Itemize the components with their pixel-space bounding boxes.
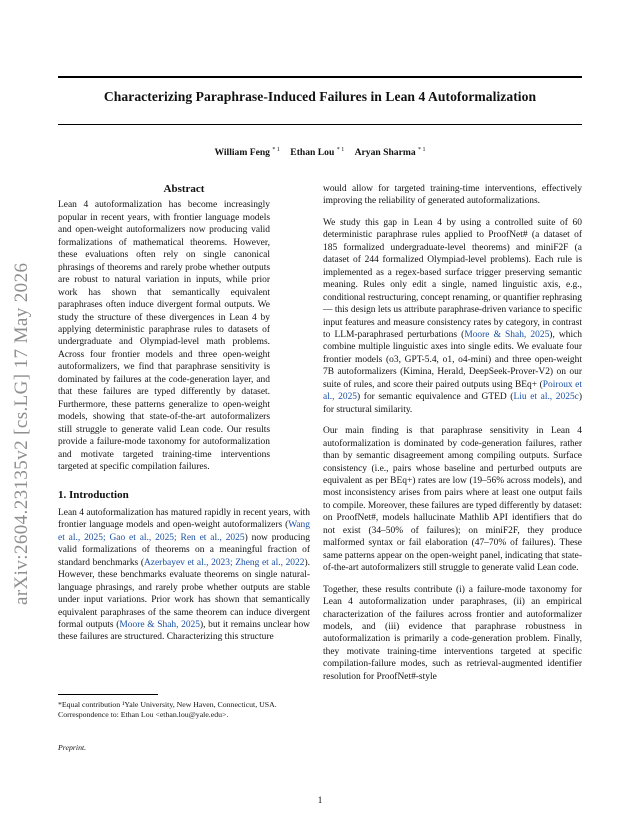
citation-link[interactable]: Poiroux et al., 2025 (323, 379, 582, 403)
author-3: Aryan Sharma $^{* 1}$ (354, 147, 426, 159)
citation-link[interactable]: Moore & Shah, 2025 (464, 329, 550, 340)
citation-link[interactable]: Moore & Shah, 2025 (119, 619, 200, 630)
footnote-rule (58, 694, 158, 695)
citation-link[interactable]: Azerbayev et al., 2023; Zheng et al., 2022 (143, 557, 305, 568)
author-list (58, 147, 582, 158)
paragraph: We study this gap in Lean 4 by using a controlled suite of 60 deterministic paraphrase rules applied to ProofNet# (a dataset of 185 formalized undergraduate-level theorems) and miniF2F (a dataset of 244 formalized Olympiad-level problems). Each rule is implemented as a regex-based surface trigger preserving semantic meaning. Rules only edit a single, named linguistic axis, e.g., conditional restructuring, concept renaming, or quantifier rephrasing — this design lets us attribute paraphrase-driven variance to specific input features and measure consistency rates by category, in contrast to LLM-paraphrased perturbations (Moore & Shah, 2025), which combine multiple linguistic axes into single edits. We evaluate four frontier models (o3, GPT-5.4, o1, o4-mini) and three open-weight 7B autoformalizers (Kimina, Herald, DeepSeek-Prover-V2) on our suite of rules, and score their paired outputs using BEq+ (Poiroux et al., 2025) for semantic equivalence and GTED (Liu et al., 2025c) for structural similarity. (323, 217, 583, 415)
preprint-label: Preprint. (58, 743, 87, 752)
author-1: William Feng $^{* 1}$ (214, 147, 280, 159)
page-number: 1 (317, 795, 323, 806)
citation-link[interactable]: Wang et al., 2025; Gao et al., 2025; Ren et al., 2025 (58, 520, 310, 543)
paper-title: Characterizing Paraphrase-Induced Failures in Lean 4 Autoformalization (103, 89, 537, 104)
introduction-paragraph: Lean 4 autoformalization has matured rapidly in recent years, with frontier language models and open-weight autoformalizers (Wang et al., 2025; Gao et al., 2025; Ren et al., 2025) now producing valid formalizations of theorems on a meaningful fraction of standard benchmarks (Azerbayev et al., 2023; Zheng et al., 2022). However, these benchmarks evaluate theorems on single natural-language phrasings, and rarely probe whether outputs are stable under input variations. Prior work has shown that semantically equivalent paraphrases of the same theorem can induce divergent formal outputs (Moore & Shah, 2025), but it remains unclear how these failures are structured. Characterizing this structure (58, 507, 310, 643)
arxiv-identifier[interactable]: arXiv:2604.23135v2 [cs.LG] 17 May 2026 (11, 262, 32, 605)
abstract-heading: Abstract (163, 183, 205, 195)
paragraph: Our main finding is that paraphrase sensitivity in Lean 4 autoformalization is dominated by code-generation failures, rather than by semantic disagreement among compiling outputs. Surface consistency (i.e., pairs whose baseline and perturbed outputs are equivalent as per BEq+) rates are low (19–56% across models), and most inconsistency arises from pairs where at least one output fails to compile. Moreover, these failures are typed differently by dataset: on ProofNet#, models hallucinate Mathlib API identifiers that do not exist (34–50% of failures); on miniF2F, they produce malformed syntax or fail elaboration (47–70% of failures). These same patterns appear on the open-weight panel, indicating that state-of-the-art autoformalizers still struggle to generate valid Lean code. (323, 426, 582, 574)
footnote: *Equal contribution ¹Yale University, New Haven, Connecticut, USA. Correspondence to: Ethan Lou <ethan.lou@yale.edu>. (58, 700, 277, 719)
title-rule-top (58, 76, 582, 78)
left-column (58, 183, 310, 653)
citation-link[interactable]: Liu et al., 2025c (513, 392, 579, 403)
abstract-body: Lean 4 autoformalization has become increasingly popular in recent years, with frontier language models and open-weight autoformalizers now producing valid formalizations of mathematical theorems. However, these evaluations often rely on single canonical phrasings of theorems and rarely probe whether outputs are robust to natural variation in inputs, while prior work has shown that semantically equivalent paraphrases often induce divergent formal outputs. We study the structure of these divergences in Lean 4 by applying deterministic paraphrase rules to datasets of undergraduate and Olympiad-level math problems. Across four frontier models and three open-weight autoformalizers, we find that paraphrase sensitivity is dominated by failures at the code-generation layer, and that these failures are typed differently by dataset. Furthermore, these patterns generalize to open-weight models, showing that state-of-the-art autoformalizers still struggle to generate valid Lean code. Our results provide a failure-mode taxonomy for autoformalization and motivate targeted training-time interventions targeted at specific compilation failures. (58, 200, 270, 472)
title-rule-bottom (58, 124, 582, 125)
introduction-heading: 1. Introduction (58, 489, 129, 502)
author-2: Ethan Lou $^{* 1}$ (290, 147, 345, 159)
right-column (323, 183, 582, 692)
paragraph: Together, these results contribute (i) a failure-mode taxonomy for Lean 4 autoformalization under paraphrases, (ii) an empirical characterization of the failures across frontier and autoformalizer models, and (iii) evidence that paraphrase robustness in autoformalization is primarily a code-generation problem. Finally, they motivate training-time interventions targeted at specific compilation-failure modes, such as retrieval-augmented identifier resolution for ProofNet#-style (323, 584, 582, 682)
paragraph: would allow for targeted training-time interventions, effectively improving the reliability of generated autoformalizations. (323, 184, 582, 207)
